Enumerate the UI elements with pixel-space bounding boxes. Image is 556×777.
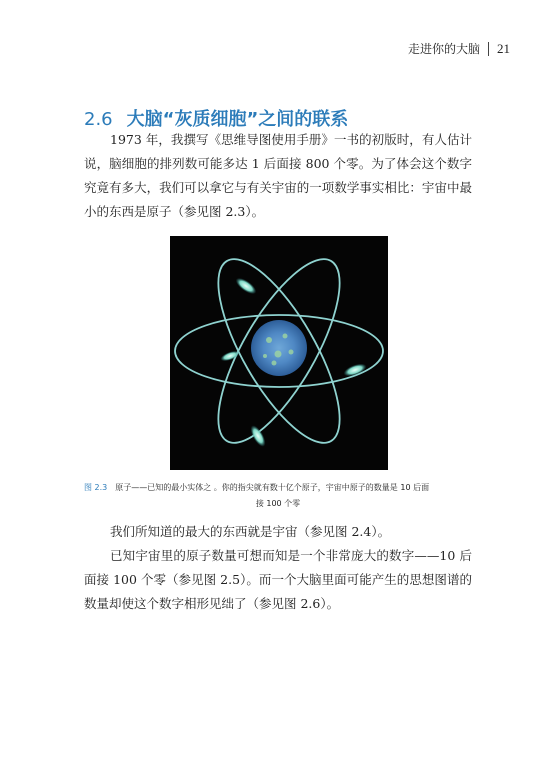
- atom-figure: [170, 236, 388, 470]
- section-number: 2.6: [84, 109, 113, 130]
- header-divider: [488, 42, 489, 56]
- figure-caption: [84, 480, 472, 512]
- figure-label: 图 2.3: [84, 483, 108, 492]
- section-title-text: 大脑“灰质细胞”之间的联系: [126, 109, 349, 130]
- caption-text: 原子——已知的最小实体之 。你的指尖就有数十亿个原子，宇宙中原子的数量是 10 后面: [115, 483, 430, 492]
- electron-top: [233, 275, 258, 297]
- paragraph-intro: 1973 年，我撰写《思维导图使用手册》一书的初版时，有人估计说，脑细胞的排列数可能多达 1 后面接 800 个零。为了体会这个数字究竟有多大，我们可以拿它与有关宇宙的一项数学事实相比：宇宙中最小的东西是原子（参见图 2.3）。: [84, 132, 472, 219]
- caption-line-1: [84, 480, 472, 496]
- paragraph-atoms-count: 已知宇宙里的原子数量可想而知是一个非常庞大的数字——10 后面接 100 个零（参见图 2.5）。而一个大脑里面可能产生的思想图谱的数量却使这个数字相形见绌了（参见图 2.6）。: [84, 548, 472, 611]
- atom-illustration: [170, 236, 388, 470]
- chapter-title: 走进你的大脑: [407, 42, 480, 56]
- page-number: 21: [497, 40, 510, 56]
- nucleus: [251, 320, 307, 376]
- running-header: [408, 40, 510, 57]
- paragraph-universe: 我们所知道的最大的东西就是宇宙（参见图 2.4）。: [110, 524, 391, 539]
- caption-line-2: 接 100 个零: [255, 499, 301, 508]
